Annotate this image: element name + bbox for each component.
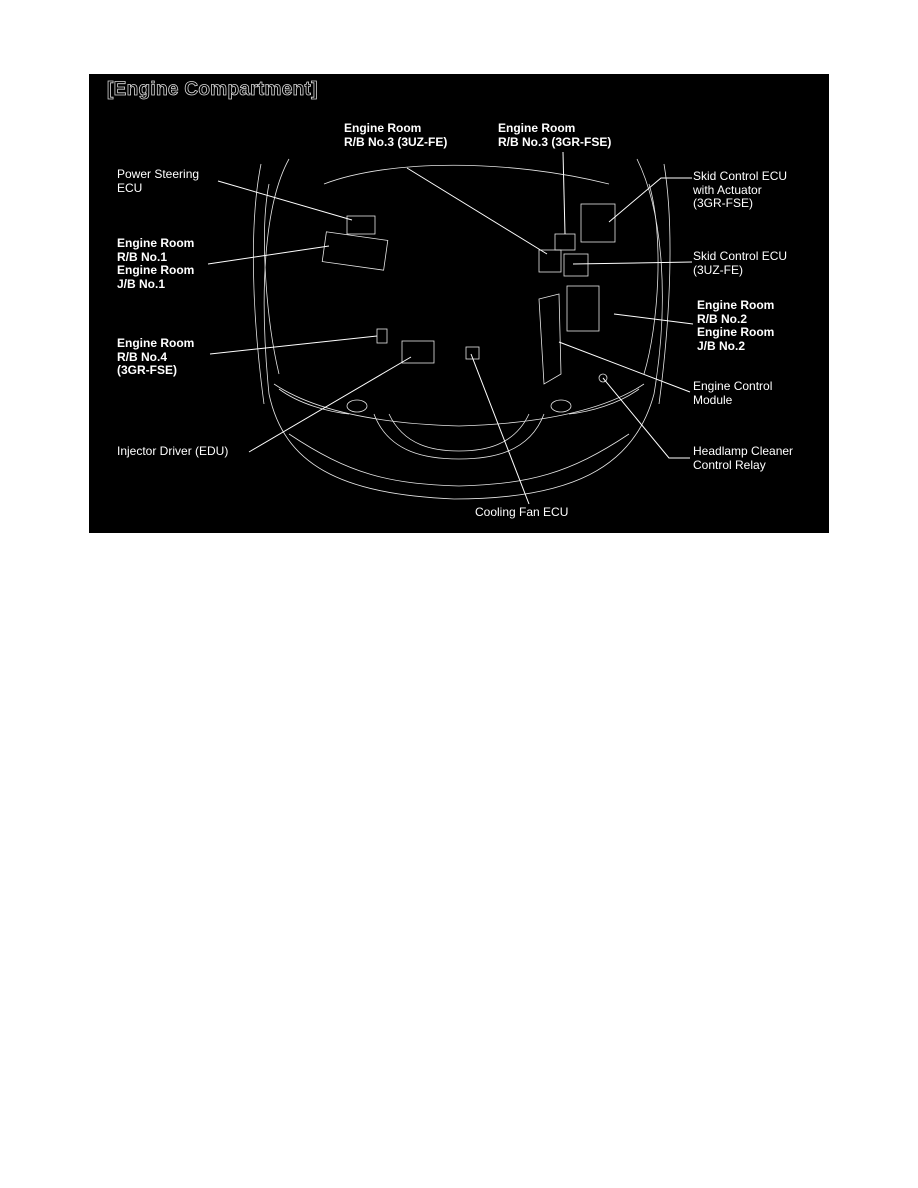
rb3-3uz-shape <box>539 250 561 272</box>
label-headlamp <box>693 445 793 472</box>
fog-lamp-left <box>347 400 367 412</box>
label-line: (3GR-FSE) <box>117 363 177 377</box>
leader-skid-actuator <box>609 178 692 222</box>
label-line: Skid Control ECU <box>693 169 788 183</box>
label-line: Injector Driver (EDU) <box>117 444 229 458</box>
windshield-line-right <box>644 184 658 374</box>
leader-rb3-3gr <box>563 152 565 234</box>
leader-cooling-fan <box>471 354 529 504</box>
fender-left <box>253 164 264 404</box>
label-line: R/B No.3 (3UZ-FE) <box>344 134 448 149</box>
hood-line <box>324 165 609 184</box>
label-line: J/B No.1 <box>117 276 166 291</box>
engine-block-shape <box>539 294 561 384</box>
label-line: Engine Control <box>693 379 773 393</box>
label-line: R/B No.1 <box>117 249 168 264</box>
label-power-steering <box>117 168 199 195</box>
label-line: Headlamp Cleaner <box>693 444 794 458</box>
label-injector <box>117 445 228 459</box>
leader-rb3-3uz <box>407 168 547 254</box>
label-rb3-3uz <box>344 122 447 149</box>
leader-rb2 <box>614 314 693 324</box>
label-rb2 <box>697 299 774 326</box>
label-rb3-3gr <box>498 122 611 149</box>
rb3-3gr-shape <box>555 234 575 250</box>
skid-actuator-shape <box>581 204 615 242</box>
label-line: (3GR-FSE) <box>693 196 753 210</box>
label-line: ECU <box>117 180 143 195</box>
label-line: J/B No.2 <box>697 338 746 353</box>
label-cooling-fan <box>475 506 568 520</box>
car-body-outline <box>264 159 662 499</box>
leader-ecm <box>559 342 690 392</box>
label-line: R/B No.3 (3GR-FSE) <box>498 134 612 149</box>
fender-right <box>659 164 670 404</box>
leader-rb4 <box>210 336 377 354</box>
label-line: Engine Room <box>117 336 195 350</box>
label-rb4 <box>117 337 194 378</box>
label-line: Skid Control ECU <box>693 249 788 263</box>
label-skid-actuator <box>693 170 787 211</box>
label-line: (3UZ-FE) <box>693 262 743 277</box>
power-steering-ecu-shape <box>347 216 375 234</box>
label-ecm <box>693 380 772 407</box>
label-line: Engine Room <box>697 298 775 312</box>
leader-rb1 <box>208 246 329 264</box>
grille-inner <box>389 414 529 451</box>
label-line: R/B No.2 <box>697 311 748 326</box>
fog-lamp-right <box>551 400 571 412</box>
label-line: Module <box>693 392 733 407</box>
rb4-shape <box>377 329 387 343</box>
label-jb2 <box>697 326 774 353</box>
grille-outline <box>374 414 544 459</box>
label-rb1-jb1 <box>117 237 194 291</box>
label-line: Cooling Fan ECU <box>475 505 569 519</box>
leader-injector <box>249 357 411 452</box>
label-line: Control Relay <box>693 457 766 472</box>
label-line: with Actuator <box>693 182 762 197</box>
leader-skid-3uz <box>573 262 692 264</box>
leader-headlamp <box>603 378 690 458</box>
label-line: Engine Room <box>117 263 195 277</box>
label-line: R/B No.4 <box>117 349 168 364</box>
figure-title: [Engine Compartment] <box>107 79 318 100</box>
label-skid-3uz <box>693 250 787 277</box>
engine-compartment-figure <box>89 74 829 533</box>
leader-power-steering <box>218 181 352 220</box>
label-line: Engine Room <box>344 121 422 135</box>
rb1-shape <box>322 232 388 270</box>
skid-3uz-shape <box>564 254 588 276</box>
label-line: Engine Room <box>117 236 195 250</box>
label-line: Engine Room <box>697 325 775 339</box>
rb2-shape <box>567 286 599 331</box>
label-line: Power Steering <box>117 167 200 181</box>
label-line: Engine Room <box>498 121 576 135</box>
